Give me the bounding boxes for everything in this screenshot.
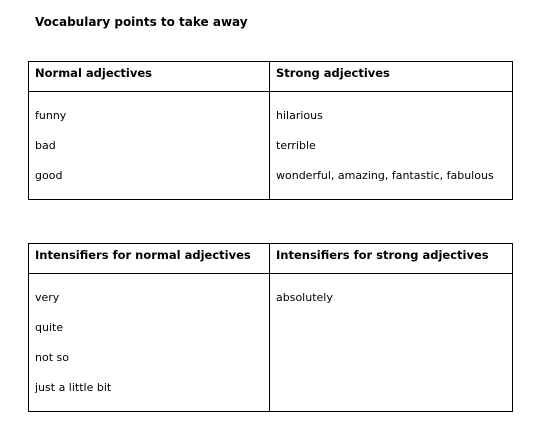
list-item: terrible	[276, 139, 316, 152]
header-label: Normal adjectives	[35, 66, 153, 80]
list-item: wonderful, amazing, fantastic, fabulous	[276, 169, 494, 182]
strong-adjectives-cell	[270, 92, 513, 200]
page-title: Vocabulary points to take away	[35, 15, 248, 29]
table-body-row	[29, 274, 513, 412]
header-label: Intensifiers for normal adjectives	[35, 248, 251, 262]
list-item: good	[35, 169, 63, 182]
header-strong-adjectives	[270, 62, 513, 92]
table-header-row	[29, 244, 513, 274]
list-item: very	[35, 291, 60, 304]
word-list	[270, 92, 512, 199]
header-intensifiers-strong	[270, 244, 513, 274]
word-list	[29, 274, 269, 411]
header-intensifiers-normal	[29, 244, 270, 274]
list-item: not so	[35, 351, 69, 364]
list-item: hilarious	[276, 109, 323, 122]
header-label: Intensifiers for strong adjectives	[276, 248, 489, 262]
word-list	[29, 92, 269, 199]
word-list	[270, 274, 512, 321]
intensifiers-normal-cell	[29, 274, 270, 412]
list-item: just a little bit	[35, 381, 112, 394]
normal-adjectives-cell	[29, 92, 270, 200]
list-item: bad	[35, 139, 56, 152]
intensifiers-table	[28, 243, 513, 412]
header-normal-adjectives	[29, 62, 270, 92]
list-item: quite	[35, 321, 64, 334]
list-item: absolutely	[276, 291, 333, 304]
header-label: Strong adjectives	[276, 66, 390, 80]
adjectives-table	[28, 61, 513, 200]
table-body-row	[29, 92, 513, 200]
table-header-row	[29, 62, 513, 92]
intensifiers-strong-cell	[270, 274, 513, 412]
list-item: funny	[35, 109, 67, 122]
